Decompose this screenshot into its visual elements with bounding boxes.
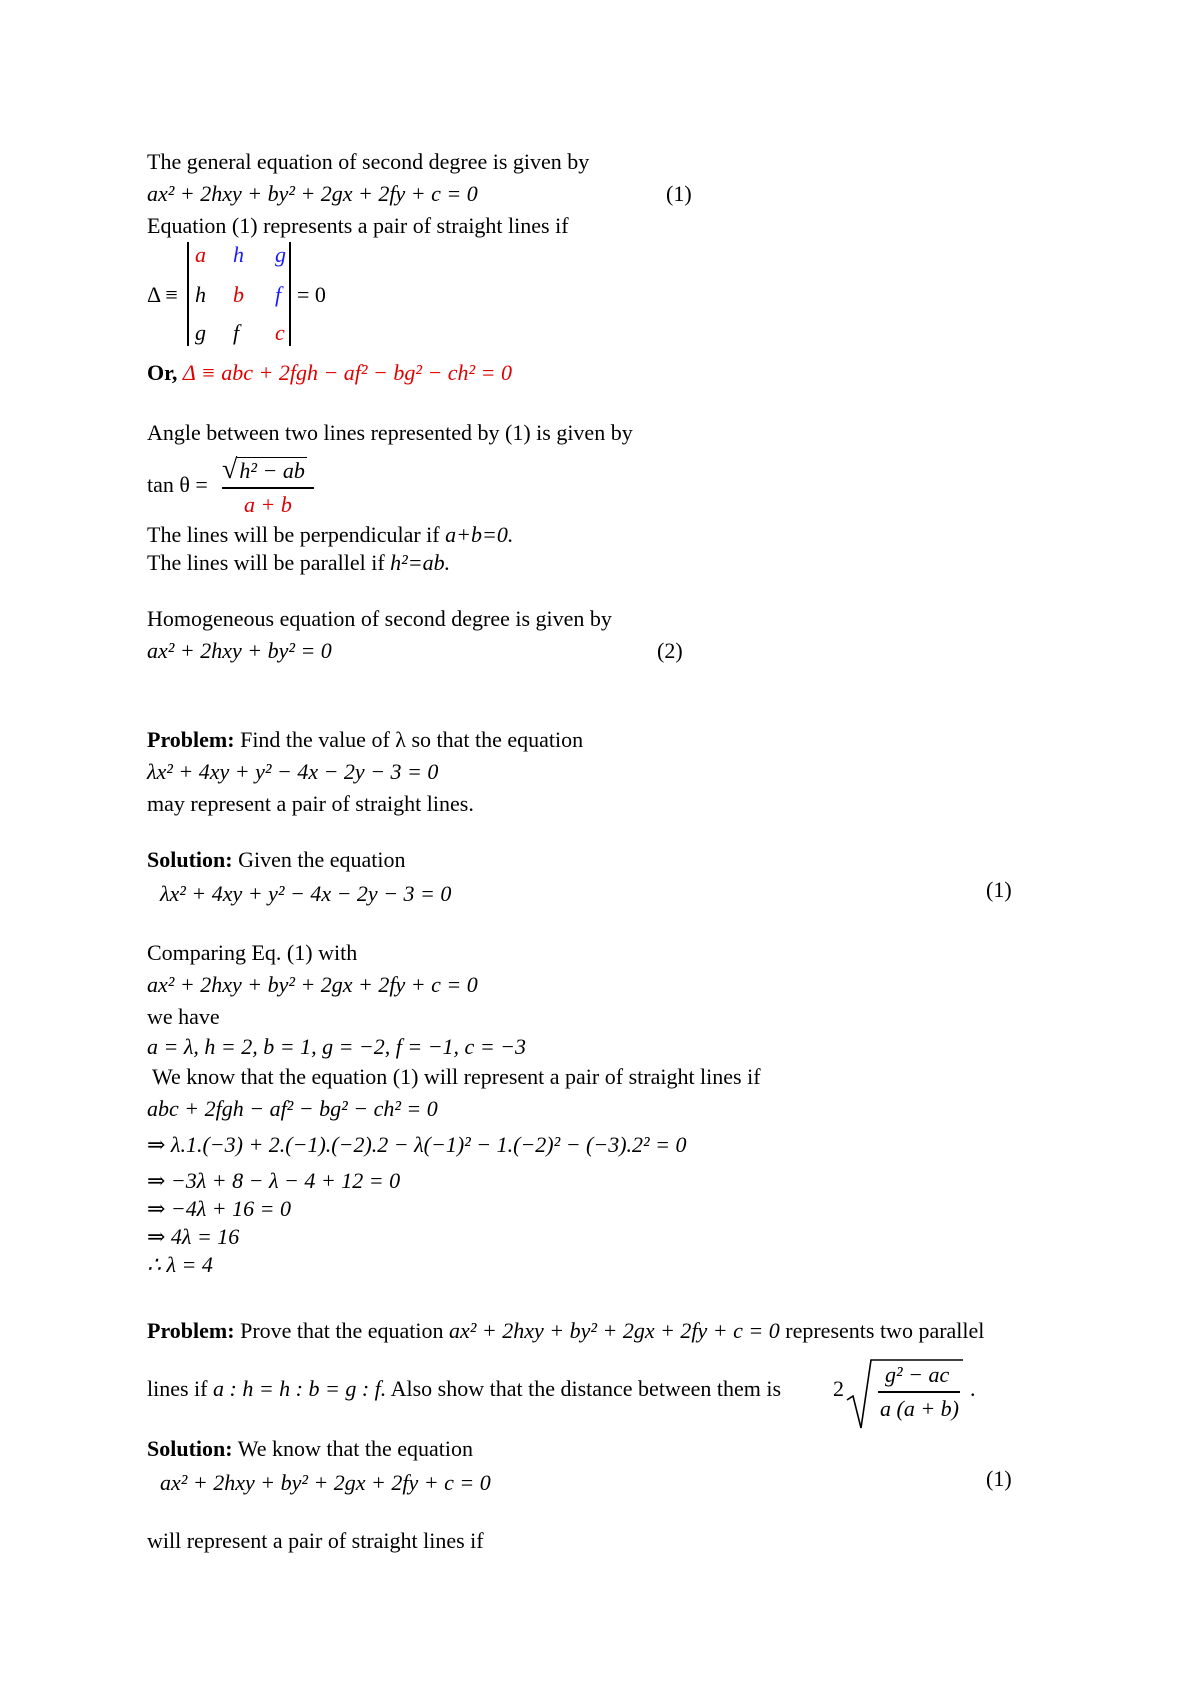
general-equation: ax² + 2hxy + by² + 2gx + 2fy + c = 0 <box>147 181 478 206</box>
dist-coefficient: 2 <box>833 1376 844 1401</box>
problem2-label: Problem: <box>147 1318 235 1343</box>
step-5: ∴ λ = 4 <box>147 1252 213 1277</box>
det-cell-f1: f <box>275 282 282 307</box>
angle-text: Angle between two lines represented by (1) is given by <box>147 420 633 445</box>
dist-period: . <box>970 1376 976 1401</box>
problem2-equation: ax² + 2hxy + by² + 2gx + 2fy + c = 0 <box>449 1318 780 1343</box>
problem2-line2 <box>147 1376 781 1402</box>
condition-equation: abc + 2fgh − af² − bg² − ch² = 0 <box>147 1096 438 1121</box>
problem1-tail: may represent a pair of straight lines. <box>147 791 474 816</box>
solution1-line <box>147 847 406 873</box>
problem2-line1 <box>147 1318 984 1344</box>
det-cell-g1: g <box>275 242 286 267</box>
tan-fraction-line <box>222 487 314 489</box>
det-cell-g2: g <box>195 320 206 345</box>
problem1-label: Problem: <box>147 727 235 752</box>
perp-line <box>147 522 513 548</box>
problem2-text-a: Prove that the equation <box>240 1318 444 1343</box>
dist-fraction-line <box>878 1391 960 1393</box>
perp-cond: a+b=0. <box>445 522 514 547</box>
det-cell-a: a <box>195 242 206 267</box>
solution1-equation: λx² + 4xy + y² − 4x − 2y − 3 = 0 <box>160 881 452 906</box>
det-left-bar <box>187 242 189 346</box>
tan-denominator: a + b <box>244 492 292 517</box>
step-3: ⇒ −4λ + 16 = 0 <box>147 1196 291 1221</box>
det-cell-h1: h <box>233 242 244 267</box>
problem2-lines-if: lines if <box>147 1376 208 1401</box>
parallel-line <box>147 550 450 576</box>
solution2-tail: will represent a pair of straight lines if <box>147 1528 484 1553</box>
solution1-eq-label: (1) <box>986 877 1012 902</box>
det-right-bar <box>289 242 291 346</box>
solution1-label: Solution: <box>147 847 233 872</box>
tan-lhs: tan θ = <box>147 472 208 497</box>
problem2-text-b: represents two parallel <box>785 1318 985 1343</box>
parallel-text: The lines will be parallel if <box>147 550 385 575</box>
problem1-equation: λx² + 4xy + y² − 4x − 2y − 3 = 0 <box>147 759 439 784</box>
problem1-text: Find the value of λ so that the equation <box>240 727 584 752</box>
equation-label-1: (1) <box>666 181 692 206</box>
solution1-text: Given the equation <box>238 847 406 872</box>
step-2: ⇒ −3λ + 8 − λ − 4 + 12 = 0 <box>147 1168 401 1193</box>
tan-radicand: h² − ab <box>239 458 305 483</box>
det-cell-h2: h <box>195 282 206 307</box>
tan-numerator: √h² − ab <box>222 454 305 485</box>
problem2-distance-text: Also show that the distance between them is <box>390 1376 782 1401</box>
compare-equation: ax² + 2hxy + by² + 2gx + 2fy + c = 0 <box>147 972 478 997</box>
coefficient-values: a = λ, h = 2, b = 1, g = −2, f = −1, c = −3 <box>147 1034 527 1059</box>
det-equals: = 0 <box>297 282 326 307</box>
solution2-line <box>147 1436 473 1462</box>
parallel-cond: h²=ab. <box>390 550 451 575</box>
homog-text: Homogeneous equation of second degree is given by <box>147 606 612 631</box>
solution2-equation: ax² + 2hxy + by² + 2gx + 2fy + c = 0 <box>160 1470 491 1495</box>
step-1: ⇒ λ.1.(−3) + 2.(−1).(−2).2 − λ(−1)² − 1.(−2)² − (−3).2² = 0 <box>147 1132 687 1157</box>
intro-text: The general equation of second degree is given by <box>147 149 590 174</box>
solution2-label: Solution: <box>147 1436 233 1461</box>
delta-expanded: Δ ≡ abc + 2fgh − af² − bg² − ch² = 0 <box>182 360 512 385</box>
solution2-text: We know that the equation <box>237 1436 473 1461</box>
perp-text: The lines will be perpendicular if <box>147 522 440 547</box>
det-cell-b: b <box>233 282 244 307</box>
or-label: Or, <box>147 360 178 385</box>
or-line <box>147 360 512 386</box>
compare-text: Comparing Eq. (1) with <box>147 940 358 965</box>
we-have-text: we have <box>147 1004 220 1029</box>
problem2-ratio: a : h = h : b = g : f. <box>213 1376 387 1401</box>
problem1-line <box>147 727 583 753</box>
pair-condition-text: Equation (1) represents a pair of straight lines if <box>147 213 569 238</box>
know-text: We know that the equation (1) will represent a pair of straight lines if <box>152 1064 761 1089</box>
dist-numerator: g² − ac <box>885 1362 950 1387</box>
step-4: ⇒ 4λ = 16 <box>147 1224 240 1249</box>
equation-label-2: (2) <box>657 638 683 663</box>
homog-equation: ax² + 2hxy + by² = 0 <box>147 638 332 663</box>
det-cell-f2: f <box>233 320 240 345</box>
solution2-eq-label: (1) <box>986 1466 1012 1491</box>
det-cell-c: c <box>275 320 285 345</box>
delta-symbol: Δ ≡ <box>147 282 178 307</box>
dist-denominator: a (a + b) <box>880 1396 959 1421</box>
